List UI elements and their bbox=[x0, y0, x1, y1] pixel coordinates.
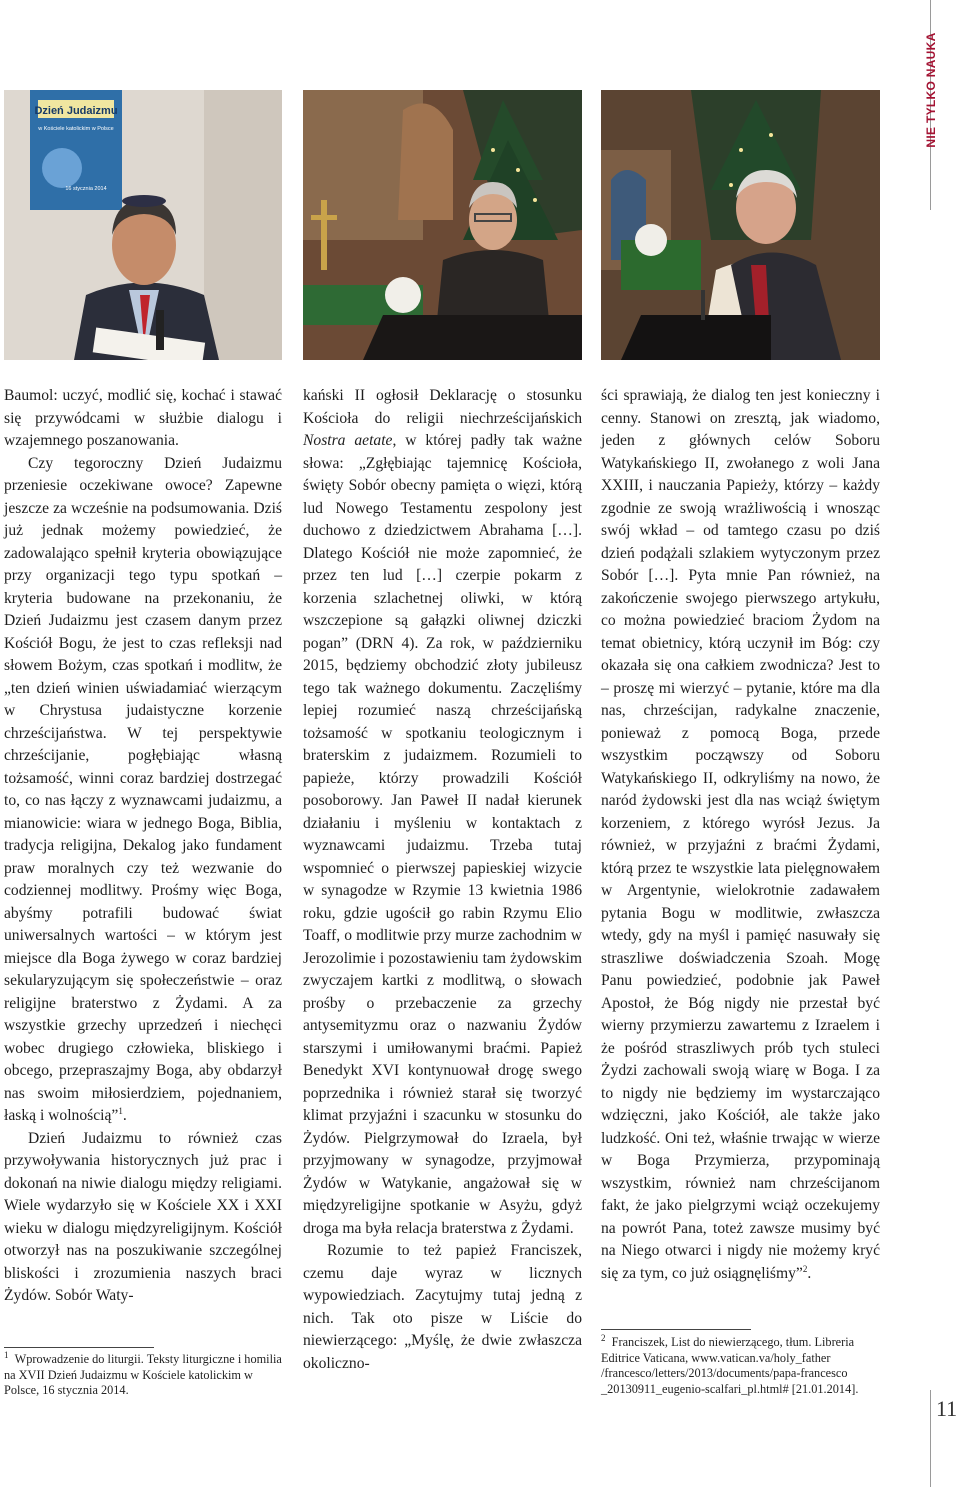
footnote-text: Franciszek, List do niewierzącego, tłum. Libreria Editrice Vaticana, www.vatican.va/holy_father /francesco/letters/2013/documents/papa-francesco _20130911_eugenio-scalfari_pl.html# [21.01.2014]. bbox=[601, 1335, 859, 1396]
footnote-rule bbox=[601, 1329, 751, 1330]
text-column-1 bbox=[4, 385, 282, 1308]
photo-elderly-speaker-at-lectern bbox=[601, 90, 880, 360]
paragraph bbox=[303, 1240, 582, 1375]
poster-title: Dzień Judaizmu bbox=[34, 105, 118, 117]
paragraph-text: Czy tegoroczny Dzień Judaizmu przeniesie oczekiwane owoce? Zapewne jeszcze za wcześnie na podsumowania. Dziś już jednak możemy powiedzieć, że zadowalająco spełnił kryteria obowiązujące przy organizacji tego typu spotkań – kryteria budowane na przekonaniu, że Dzień Judaizmu jest czasem danym przez Kościół Bogu, że jest to czas refleksji nad słowem Bożym, czas spotkań i modlitw, że „ten dzień winien uświadamiać wierzącym w Chrystusa judaistyczne korzenie chrześcijaństwa. W tej perspektywie chrześcijanie, pogłębiając własną tożsamość, winni coraz bardziej dostrzegać to, co nas łączy z wyznawcami judaizmu, a mianowicie: wiara w jednego Boga, Biblia, tradycja religijna, Dekalog jako fundament praw moralnych czy też wezwanie do codziennej modlitwy. Prośmy więc Boga, abyśmy potrafili budować świat uniwersalnych wartości – w którym jest miejsce dla Boga żywego w coraz bardziej sekularyzującym się społeczeństwie – oraz religijne braterstwo z Żydami. A za wszystkie grzechy uprzedzeń i niechęci wobec drugiego człowieka, bliskiego i obcego, przepraszajmy Boga, aby obdarzył nas swoim miłosierdziem, pojednaniem, łaską i wolnością” bbox=[4, 454, 282, 1124]
paragraph-text: ści sprawiają, że dialog ten jest konieczny i cenny. Stanowi on zresztą, jak wiadomo, jeden z głównych celów Soboru Watykańskiego II, zwołanego z woli Jana XXIII, i nauczania Papieży, którzy – każdy zgodnie ze swoją wrażliwością i wnosząc swój wkład – od tamtego czasu po dziś dzień podążali szlakiem wytyczonym przez Sobór […]. Pyta mnie Pan również, na zakończenie swojego pierwszego artykułu, co można powiedzieć braciom Żydom na temat obietnicy, którą uczynił im Bóg: czy okazała się ona całkiem zwodnicza? Jest to – proszę mi wierzyć – pytanie, które ma dla nas, chrześcijan, radykalne znaczenie, ponieważ z pomocą Boga, przede wszystkim począwszy od Soboru Watykańskiego II, odkryliśmy na nowo, że naród żydowski jest dla nas wciąż świętym korzeniem, z którego wyrósł Jezus. Ja również, w przyjaźni z braćmi Żydami, którą przez te wszystkie lata pielęgnowałem w Argentynie, wielokrotnie zadawałem pytania Bogu w modlitwie, zwłaszcza wtedy, gdy na myśl i pamięć nasuwały się straszliwe doświadczenia Szoah. Mogę Panu powiedzieć, podobnie jak Paweł Apostoł, że Bóg nigdy nie przestał być wierny przymierzu zawartemu z Izraelem i że pośród straszliwych prób tych stuleci Żydzi zachowali swoją wiarę w Boga. I za to nigdy nie będziemy im wystarczająco wdzięczni, jako Kościół, ale także jako ludzkość. Oni też, właśnie trwając w wierze w Boga Przymierza, przypominają wszystkim, również nam chrześcijanom fakt, że jako pielgrzymi wciąż oczekujemy na powrót Pana, toteż zawsze musimy być na Niego otwarci i nigdy nie możemy kryć się za tym, co już osiągnęliśmy” bbox=[601, 387, 880, 1282]
paragraph bbox=[4, 453, 282, 1128]
paragraph bbox=[601, 385, 880, 1285]
paragraph-text: kański II ogłosił Deklarację o stosunku Kościoła do religii niechrześcijańskich bbox=[303, 387, 582, 427]
document-title-italic: Nostra aetate bbox=[303, 432, 393, 449]
paragraph-text: Baumol: uczyć, modlić się, kochać i stawać się przywódcami w służbie dialogu i wzajemnego poszanowania. bbox=[4, 387, 282, 449]
paragraph bbox=[303, 385, 582, 1240]
footnote-2 bbox=[601, 1332, 886, 1397]
text-column-2 bbox=[303, 385, 582, 1375]
footnote-ref: 1 bbox=[118, 1105, 123, 1116]
paragraph-tail: . bbox=[122, 1107, 127, 1124]
footnote-number: 1 bbox=[4, 1349, 9, 1360]
paragraph-text: Dzień Judaizmu to również czas przywoływania historycznych już prac i dokonań na niwie dialogu między religiami. Wiele wydarzyło się w Kościele XX i XXI wieku w dialogu międzyreligijnym. Kościół otworzył nas na poszukiwanie szczególnej bliskości i zrozumienia naszych braci Żydów. Sobór Waty- bbox=[4, 1129, 282, 1304]
paragraph-tail: . bbox=[807, 1264, 812, 1282]
edge-rule-bottom bbox=[930, 1390, 931, 1487]
poster-date: 16 stycznia 2014 bbox=[65, 186, 107, 192]
footnote-text: Wprowadzenie do liturgii. Teksty liturgiczne i homilia na XVII Dzień Judaizmu w Kościele katolickim w Polsce, 16 stycznia 2014. bbox=[4, 1352, 282, 1397]
photo-3-illustration bbox=[601, 90, 880, 360]
poster-subtitle: w Kościele katolickim w Polsce bbox=[38, 126, 114, 132]
page-number: 11 bbox=[936, 1396, 958, 1421]
footnote-1 bbox=[4, 1349, 289, 1399]
photo-priest-at-lectern bbox=[303, 90, 582, 360]
photo-2-illustration bbox=[303, 90, 582, 360]
paragraph-text: , w której padły tak ważne słowa: „Zgłębiając tajemnicę Kościoła, święty Sobór obecny pamięta o więzi, którą lud Nowego Testamentu zespolony jest duchowo z dziedzictwem Abrahama […]. Dlatego Kościół nie może zapomnieć, że przez ten lud […] czerpie pokarm z korzenia szlachetnej oliwki, w którą wszczepione są gałązki oliwnej dziczki pogan” (DRN 4). Za rok, w październiku 2015, będziemy obchodzić złoty jubileusz tego tak ważnego dokumentu. Zaczęliśmy lepiej rozumieć naszą chrześcijańską tożsamość w spotkaniu teologicznym i braterskim z judaizmem. Rozumieli to papieże, którzy prowadzili Kościół posoborowy. Jan Paweł II nadał kierunek działaniu i myśleniu w kontaktach z wyznawcami judaizmu. Trzeba tutaj wspomnieć o pierwszej papieskiej wizycie w synagodze w Rzymie 13 kwietnia 1986 roku, gdzie ugościł go rabin Rzymu Elio Toaff, o modlitwie przy murze zachodnim w Jerozolimie i pozostawieniu tam żydowskim zwyczajem kartki z modlitwą, o słowach prośby o przebaczenie za grzechy antysemityzmu oraz o nazwaniu Żydów starszymi i umiłowanymi braćmi. Papież Benedykt XVI kontynuował drogę swego poprzednika i również starał się tworzyć klimat przyjaźni i szacunku w stosunku do Żydów. Pielgrzymował do Izraela, był przyjmowany w synagodze, przyjmował Żydów w Watykanie, angażował się w międzyreligijne spotkanie w Asyżu, gdyż droga ma była relacja braterstwa z Żydami. bbox=[303, 432, 582, 1237]
paragraph-text: Rozumie to też papież Franciszek, czemu daje wyraz w licznych wypowiedziach. Zacytujmy tutaj jedną z nich. Tak oto pisze w Liście do niewierzącego: „Myślę, że dwie zwłaszcza okoliczno- bbox=[303, 1242, 582, 1372]
footnote-rule bbox=[4, 1347, 154, 1348]
photo-1-illustration bbox=[4, 90, 282, 360]
photo-speaker-with-kippah bbox=[4, 90, 282, 360]
section-tag: NIE TYLKO NAUKA bbox=[924, 32, 938, 148]
footnote-ref: 2 bbox=[802, 1263, 808, 1274]
paragraph bbox=[4, 1128, 282, 1308]
paragraph bbox=[4, 385, 282, 453]
text-column-3 bbox=[601, 385, 880, 1285]
footnote-number: 2 bbox=[601, 1332, 606, 1343]
